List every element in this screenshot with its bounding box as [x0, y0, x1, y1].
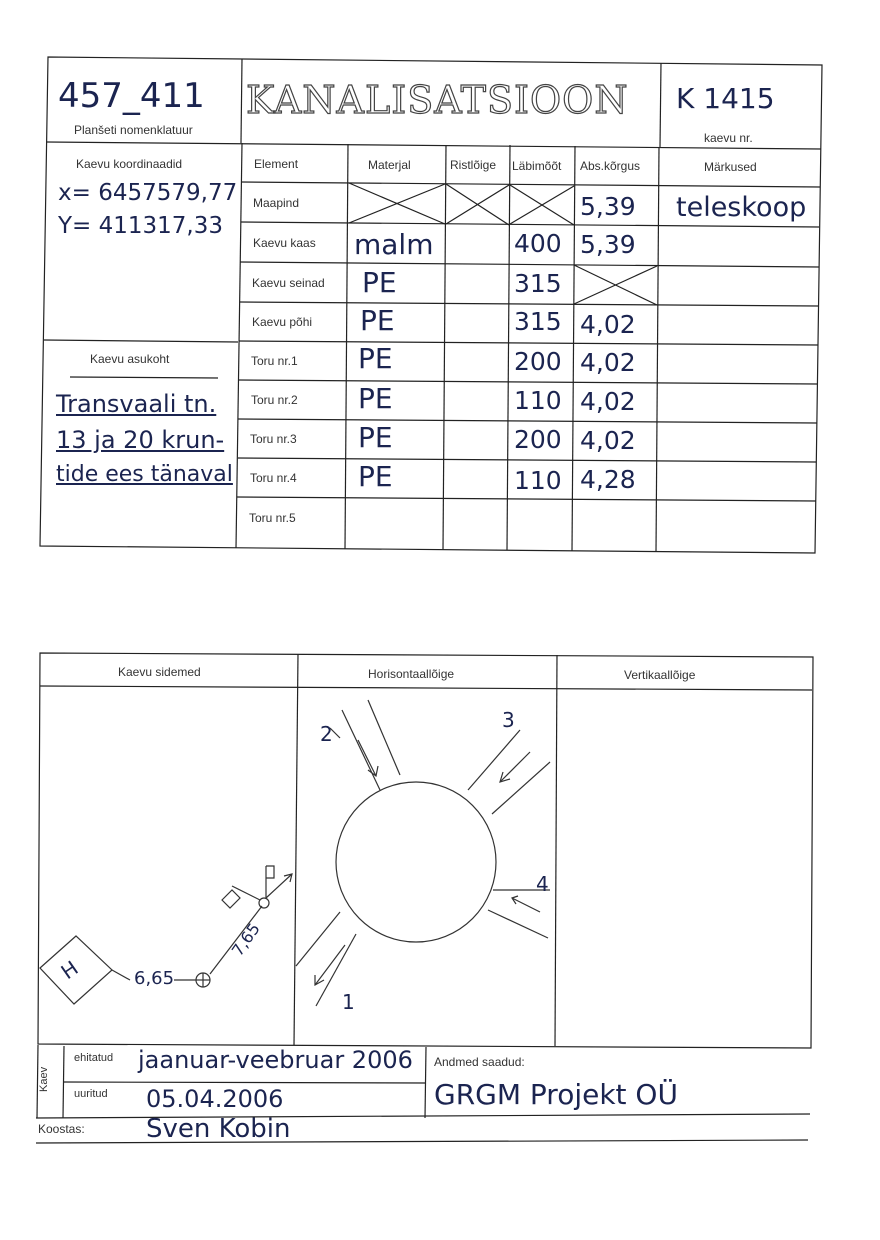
- row-material: malm: [354, 228, 434, 261]
- location-label: Kaevu asukoht: [90, 352, 170, 366]
- nomenclature-value: 457_411: [58, 76, 205, 116]
- row-diameter: 200: [514, 425, 562, 454]
- horizontal-section-sketch: [296, 700, 550, 1006]
- author-value: Sven Kobin: [146, 1114, 291, 1144]
- row-material: PE: [358, 382, 393, 415]
- row-abs-height: 5,39: [580, 230, 636, 259]
- row-element: Kaevu kaas: [253, 236, 316, 250]
- coord-x-value: x= 6457579,77: [58, 180, 238, 206]
- vertical-section-header: Vertikaallõige: [624, 668, 696, 682]
- location-line-3: tide ees tänaval: [56, 462, 233, 487]
- col-header-crosssection: Ristlõige: [450, 158, 497, 172]
- row-element: Maapind: [253, 196, 300, 210]
- row-diameter: 110: [514, 386, 562, 415]
- row-element: Toru nr.1: [251, 354, 298, 368]
- row-material: PE: [362, 266, 397, 299]
- tie-distance-1: 6,65: [134, 968, 175, 989]
- row-element: Toru nr.3: [250, 432, 297, 446]
- surveyed-label: uuritud: [74, 1088, 108, 1100]
- row-abs-height: 4,02: [580, 310, 636, 339]
- row-material: PE: [358, 342, 393, 375]
- hydrant-label: H: [56, 955, 83, 985]
- nomenclature-label: Planšeti nomenklatuur: [74, 123, 193, 137]
- row-diameter: 110: [514, 466, 562, 495]
- row-element: Toru nr.5: [249, 511, 296, 525]
- row-diameter: 315: [514, 307, 562, 336]
- col-header-material: Materjal: [368, 158, 411, 172]
- row-element: Toru nr.2: [251, 393, 298, 407]
- coords-label: Kaevu koordinaadid: [76, 157, 183, 171]
- well-number-label: kaevu nr.: [704, 131, 753, 145]
- built-value: jaanuar-veebruar 2006: [138, 1046, 413, 1074]
- built-label: ehitatud: [74, 1052, 114, 1064]
- col-header-diameter: Läbimõõt: [512, 159, 562, 173]
- well-number-value: K 1415: [676, 82, 775, 115]
- footer-side-label: Kaev: [38, 1066, 50, 1092]
- row-diameter: 400: [514, 229, 562, 258]
- location-line-2: 13 ja 20 krun-: [56, 426, 225, 454]
- location-line-1: Transvaali tn.: [56, 390, 217, 418]
- horizontal-section-header: Horisontaallõige: [368, 667, 455, 681]
- surveyed-value: 05.04.2006: [146, 1085, 284, 1113]
- row-material: PE: [358, 421, 393, 454]
- row-element: Kaevu põhi: [252, 315, 313, 329]
- col-header-notes: Märkused: [704, 160, 757, 174]
- row-abs-height: 4,02: [580, 387, 636, 416]
- row-abs-height: 4,28: [580, 465, 636, 494]
- author-label: Koostas:: [38, 1122, 85, 1136]
- coord-y-value: Y= 411317,33: [58, 213, 224, 239]
- page-title: KANALISATSIOON: [246, 78, 629, 122]
- data-source-label: Andmed saadud:: [434, 1055, 525, 1069]
- row-material: PE: [358, 460, 393, 493]
- row-notes: teleskoop: [676, 192, 807, 223]
- row-element: Toru nr.4: [250, 471, 297, 485]
- pipe-label: 1: [342, 990, 355, 1014]
- tie-distance-2: 7,65: [227, 919, 264, 960]
- data-source-value: GRGM Projekt OÜ: [434, 1078, 678, 1111]
- col-header-abs-height: Abs.kõrgus: [580, 159, 641, 173]
- pipe-label: 2: [320, 722, 333, 746]
- row-abs-height: 5,39: [580, 192, 636, 221]
- ties-header: Kaevu sidemed: [118, 665, 201, 679]
- row-diameter: 200: [514, 347, 562, 376]
- pipe-label: 3: [502, 708, 515, 732]
- row-element: Kaevu seinad: [252, 276, 325, 290]
- pipe-label: 4: [536, 872, 549, 896]
- row-abs-height: 4,02: [580, 348, 636, 377]
- col-header-element: Element: [254, 157, 299, 171]
- row-material: PE: [360, 304, 395, 337]
- row-diameter: 315: [514, 269, 562, 298]
- row-abs-height: 4,02: [580, 426, 636, 455]
